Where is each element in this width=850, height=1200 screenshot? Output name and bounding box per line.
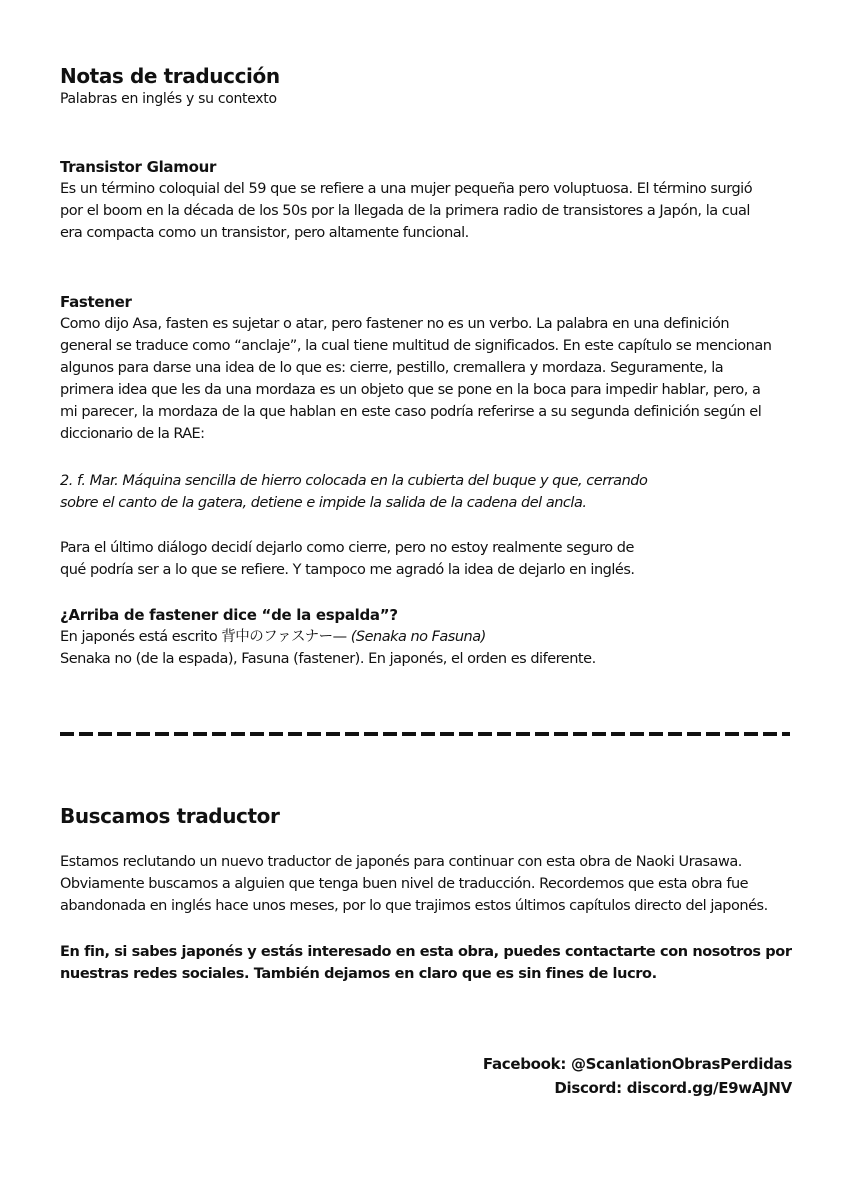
paragraph-line: algunos para darse una idea de lo que es: cierre, pestillo, cremallera y mordaza. Seguramente, la: [60, 360, 724, 376]
discord-contact: Discord: discord.gg/E9wAJNV: [554, 1079, 792, 1097]
transistor-heading: Transistor Glamour: [60, 158, 217, 176]
recruit-header: [60, 803, 795, 829]
paragraph-line: qué podría ser a lo que se refiere. Y tampoco me agradó la idea de dejarlo en inglés.: [60, 562, 635, 578]
notes-header: [60, 63, 795, 109]
contact-info: [392, 1052, 792, 1100]
romaji-text: (Senaka no Fasuna): [350, 629, 486, 645]
espalda-heading: ¿Arriba de fastener dice “de la espalda”?: [60, 606, 398, 624]
paragraph-line: primera idea que les da una mordaza es un objeto que se pone en la boca para impedir hablar, pero, a: [60, 382, 761, 398]
fastener-paragraph: [60, 313, 795, 445]
paragraph-line: Como dijo Asa, fasten es sujetar o atar, pero fastener no es un verbo. La palabra en una definición: [60, 316, 730, 332]
paragraph-line: [60, 626, 795, 648]
paragraph-line: Obviamente buscamos a alguien que tenga buen nivel de traducción. Recordemos que esta obra fue: [60, 876, 749, 892]
paragraph-line: general se traduce como “anclaje”, la cual tiene multitud de significados. En este capítulo se mencionan: [60, 338, 772, 354]
espalda-paragraph: [60, 626, 795, 670]
fastener-heading: Fastener: [60, 293, 132, 311]
paragraph-line: En fin, si sabes japonés y estás interesado en esta obra, puedes contactarte con nosotros por: [60, 944, 792, 960]
rae-definition: [60, 470, 795, 514]
recruit-paragraph: [60, 851, 795, 917]
paragraph-line: diccionario de la RAE:: [60, 426, 205, 442]
definition-line: sobre el canto de la gatera, detiene e impide la salida de la cadena del ancla.: [60, 495, 587, 511]
facebook-contact: Facebook: @ScanlationObrasPerdidas: [482, 1055, 792, 1073]
paragraph-line: nuestras redes sociales. También dejamos en claro que es sin fines de lucro.: [60, 966, 657, 982]
fastener-section: [60, 291, 795, 445]
transistor-paragraph: [60, 178, 795, 244]
recruit-title: Buscamos traductor: [60, 804, 280, 828]
japanese-text: En japonés está escrito 背中のファスナー—: [60, 629, 351, 645]
paragraph-line: Para el último diálogo decidí dejarlo como cierre, pero no estoy realmente seguro de: [60, 540, 634, 556]
recruit-callout: [60, 941, 795, 985]
paragraph-line: era compacta como un transistor, pero altamente funcional.: [60, 225, 469, 241]
notes-subtitle: Palabras en inglés y su contexto: [60, 91, 277, 107]
paragraph-line: abandonada en inglés hace unos meses, por lo que trajimos estos últimos capítulos directo del japonés.: [60, 898, 768, 914]
paragraph-line: Senaka no (de la espada), Fasuna (fastener). En japonés, el orden es diferente.: [60, 651, 596, 667]
paragraph-line: Estamos reclutando un nuevo traductor de japonés para continuar con esta obra de Naoki Urasawa.: [60, 854, 742, 870]
espalda-section: [60, 604, 795, 670]
section-divider: [60, 732, 790, 736]
paragraph-line: mi parecer, la mordaza de la que hablan en este caso podría referirse a su segunda definición según el: [60, 404, 762, 420]
paragraph-line: Es un término coloquial del 59 que se refiere a una mujer pequeña pero voluptuosa. El término surgió: [60, 181, 753, 197]
transistor-section: [60, 156, 795, 244]
page: [60, 0, 795, 1200]
paragraph-line: por el boom en la década de los 50s por la llegada de la primera radio de transistores a Japón, la cual: [60, 203, 750, 219]
notes-title: Notas de traducción: [60, 64, 280, 88]
definition-line: 2. f. Mar. Máquina sencilla de hierro colocada en la cubierta del buque y que, cerrando: [60, 473, 648, 489]
fastener-closing: [60, 537, 795, 581]
